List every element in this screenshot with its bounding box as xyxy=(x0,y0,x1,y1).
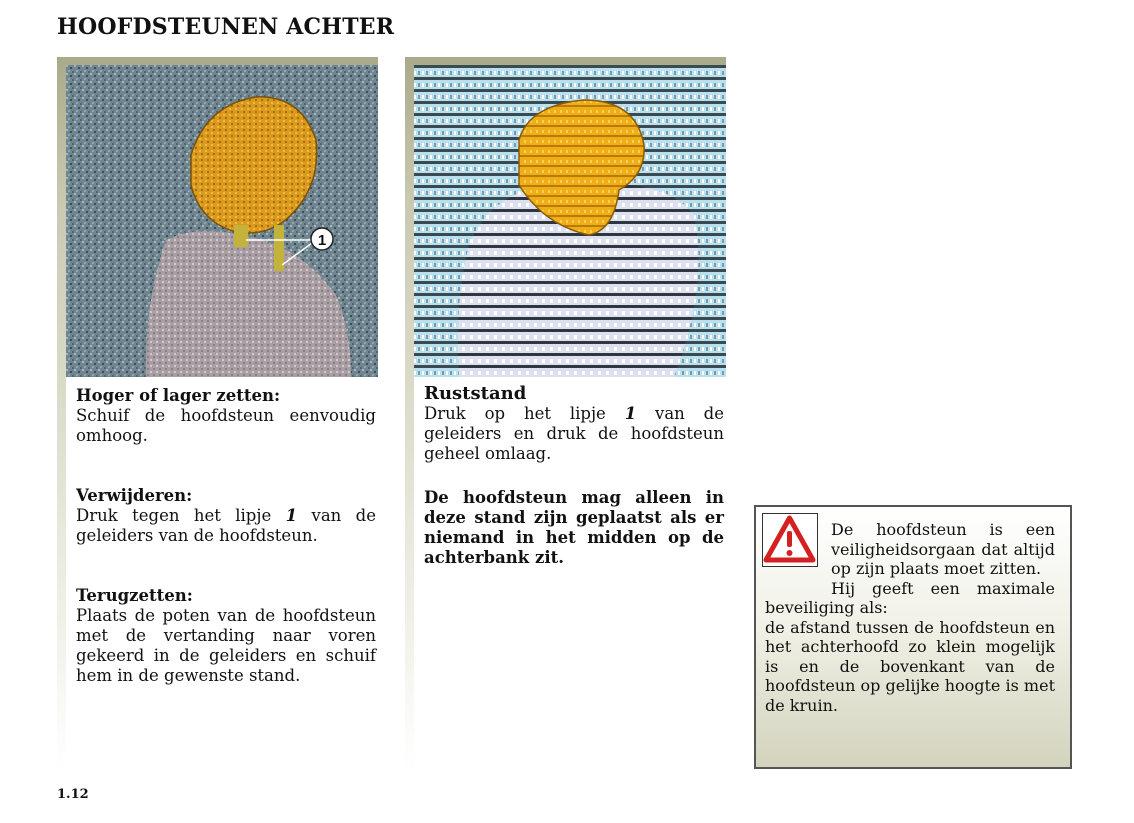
body-text: van de geleiders van de hoofdsteun. xyxy=(76,506,376,545)
section-reinstall xyxy=(76,586,376,686)
section-body: Schuif de hoofdsteun eenvoudig omhoog. xyxy=(76,406,376,445)
warning-line: Hij geeft een maximale beveiliging als: xyxy=(765,578,1055,617)
section-heading: Terugzetten: xyxy=(76,586,193,605)
section-body: Plaats de poten van de hoofdsteun met de vertanding naar voren gekeerd in de geleiders en schuif hem in de gewenste stand. xyxy=(76,606,376,685)
warning-box xyxy=(754,505,1072,769)
warning-text xyxy=(765,520,1055,715)
left-column xyxy=(57,57,378,770)
section-raise-lower xyxy=(76,386,376,446)
page-number: 1.12 xyxy=(57,787,89,802)
bold-note: De hoofdsteun mag alleen in deze stand zijn geplaatst als er niemand in het midden op de achterbank zit. xyxy=(424,488,724,567)
section-rest-position xyxy=(424,384,724,464)
body-text: Druk tegen het lipje xyxy=(76,506,286,525)
reference-number: 1 xyxy=(285,506,298,525)
page-title: HOOFDSTEUNEN ACHTER xyxy=(57,14,395,40)
body-text: van de geleiders en druk de hoofdsteun geheel omlaag. xyxy=(424,404,724,463)
section-heading: Verwijderen: xyxy=(76,486,193,505)
section-body xyxy=(424,404,724,464)
callout-label: 1 xyxy=(317,232,327,249)
warning-line: De hoofdsteun is een veiligheidsorgaan dat altijd op zijn plaats moet zitten. xyxy=(831,520,1055,578)
section-remove xyxy=(76,486,376,546)
reference-number: 1 xyxy=(624,404,637,423)
headrest-adjust-illustration xyxy=(66,65,378,377)
middle-column xyxy=(405,57,726,770)
headrest-rest-drawing xyxy=(414,65,726,377)
headrest-rest-illustration xyxy=(414,65,726,377)
section-heading: Ruststand xyxy=(424,383,527,404)
warning-line: de afstand tussen de hoofdsteun en het achterhoofd zo klein mogelijk is en de bovenkant van de hoofdsteun op gelijke hoogte is met de kruin. xyxy=(765,617,1055,715)
headrest-adjust-drawing xyxy=(66,65,378,377)
section-rest-note xyxy=(424,488,724,568)
section-heading: Hoger of lager zetten: xyxy=(76,386,281,405)
section-body xyxy=(76,506,376,546)
headrest-leg xyxy=(234,225,248,247)
body-text: Druk op het lipje xyxy=(424,404,625,423)
